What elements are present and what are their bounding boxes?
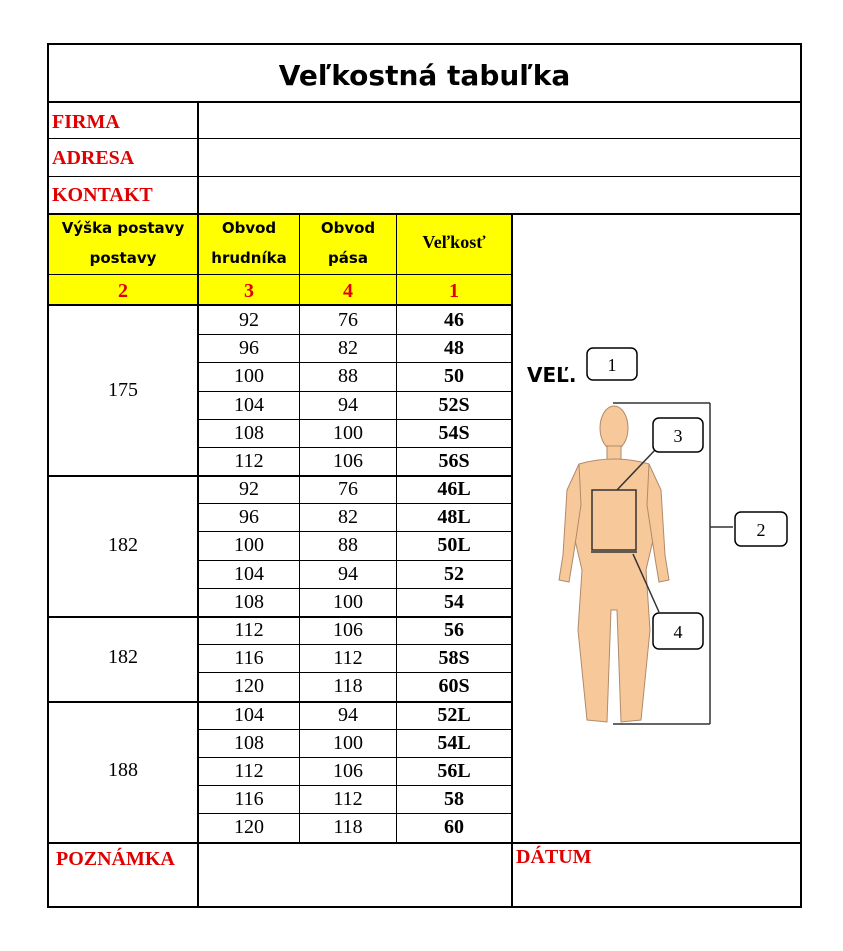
waist-cell: 88	[338, 365, 358, 388]
divider	[47, 176, 802, 177]
size-cell: 46L	[437, 478, 471, 501]
chest-cell: 108	[234, 421, 264, 444]
divider	[47, 101, 802, 103]
header-num-chest: 3	[244, 280, 254, 302]
header-size: Veľkosť	[422, 232, 486, 252]
divider	[199, 729, 511, 730]
callout-2: 2	[756, 520, 766, 540]
size-cell: 52	[444, 562, 464, 585]
note-label: POZNÁMKA	[56, 848, 175, 870]
waist-cell: 94	[338, 393, 358, 416]
chest-cell: 108	[234, 590, 264, 613]
waist-cell: 118	[333, 816, 363, 839]
chest-cell: 112	[234, 759, 264, 782]
vel-label: VEĽ.	[527, 363, 577, 387]
header-num-height: 2	[118, 280, 128, 302]
header-chest-line1: Obvod	[221, 219, 277, 237]
chest-cell: 96	[239, 337, 259, 360]
waist-cell: 76	[338, 309, 358, 331]
chest-cell: 96	[239, 506, 259, 529]
torso-legs	[575, 459, 653, 722]
size-cell: 48	[444, 337, 464, 360]
chest-cell: 100	[234, 534, 264, 557]
callout-4: 4	[673, 622, 683, 642]
chest-cell: 120	[234, 816, 264, 839]
waist-cell: 88	[338, 534, 358, 557]
divider	[199, 644, 511, 645]
size-cell: 54	[444, 590, 464, 613]
waist-cell: 112	[333, 647, 363, 670]
divider	[199, 560, 511, 561]
waist-cell: 112	[333, 788, 363, 811]
waist-cell: 118	[333, 675, 363, 698]
divider	[199, 391, 511, 392]
size-cell: 50L	[437, 534, 471, 557]
header-height-line2: postavy	[89, 249, 157, 267]
size-cell: 54S	[438, 421, 470, 444]
size-cell: 54L	[437, 731, 471, 754]
kontakt-label: KONTAKT	[52, 184, 153, 206]
callout-1: 1	[607, 355, 617, 375]
right-arm	[647, 464, 669, 582]
size-cell: 46	[444, 309, 464, 331]
waist-cell: 100	[333, 731, 363, 754]
firma-label: FIRMA	[52, 111, 120, 133]
body-measurement-figure	[513, 330, 801, 730]
divider	[199, 334, 511, 335]
divider	[47, 138, 802, 139]
size-cell: 58	[444, 788, 464, 811]
divider	[199, 531, 511, 532]
waist-cell: 100	[333, 421, 363, 444]
divider	[197, 101, 199, 215]
neck	[607, 446, 621, 460]
chest-cell: 92	[239, 478, 259, 501]
chest-cell: 100	[234, 365, 264, 388]
waist-cell: 106	[333, 618, 363, 641]
size-cell: 52S	[438, 393, 470, 416]
waist-cell: 94	[338, 562, 358, 585]
chest-cell: 120	[234, 675, 264, 698]
waist-cell: 82	[338, 506, 358, 529]
chest-cell: 104	[234, 393, 264, 416]
divider	[197, 842, 199, 908]
header-waist-line2: pása	[328, 249, 368, 267]
waist-cell: 76	[338, 478, 358, 501]
divider	[199, 362, 511, 363]
date-label: DÁTUM	[516, 846, 592, 868]
page-title: Veľkostná tabuľka	[278, 59, 571, 92]
divider	[199, 503, 511, 504]
adresa-label: ADRESA	[52, 147, 135, 169]
chest-cell: 116	[234, 788, 264, 811]
height-cell: 175	[108, 378, 138, 401]
waist-cell: 82	[338, 337, 358, 360]
waist-cell: 94	[338, 703, 358, 726]
size-cell: 58S	[438, 647, 470, 670]
divider	[199, 672, 511, 673]
callout-3: 3	[673, 426, 683, 446]
chest-cell: 116	[234, 647, 264, 670]
size-cell: 56L	[437, 759, 471, 782]
size-cell: 56	[444, 618, 464, 641]
header-waist-line1: Obvod	[320, 219, 376, 237]
left-arm	[559, 464, 581, 582]
header-chest-line2: hrudníka	[211, 249, 287, 267]
header-num-size: 1	[449, 280, 459, 302]
divider	[47, 274, 513, 275]
head	[600, 406, 628, 450]
height-cell: 182	[108, 533, 138, 556]
size-cell: 56S	[438, 449, 470, 472]
size-cell: 60	[444, 816, 464, 839]
waist-cell: 106	[333, 759, 363, 782]
chest-cell: 112	[234, 618, 264, 641]
divider	[47, 842, 802, 844]
chest-cell: 104	[234, 562, 264, 585]
divider	[47, 304, 513, 306]
height-cell: 188	[108, 758, 138, 781]
waist-cell: 106	[333, 449, 363, 472]
size-cell: 48L	[437, 506, 471, 529]
chest-cell: 108	[234, 731, 264, 754]
size-cell: 52L	[437, 703, 471, 726]
waist-cell: 100	[333, 590, 363, 613]
divider	[199, 419, 511, 420]
chest-cell: 112	[234, 449, 264, 472]
chest-cell: 92	[239, 309, 259, 331]
header-height-line1: Výška postavy	[61, 219, 185, 237]
divider	[199, 757, 511, 758]
size-cell: 60S	[438, 675, 470, 698]
header-num-waist: 4	[343, 280, 353, 302]
size-cell: 50	[444, 365, 464, 388]
chest-cell: 104	[234, 703, 264, 726]
divider	[199, 785, 511, 786]
divider	[199, 813, 511, 814]
height-cell: 182	[108, 646, 138, 669]
divider	[199, 447, 511, 448]
divider	[199, 588, 511, 589]
